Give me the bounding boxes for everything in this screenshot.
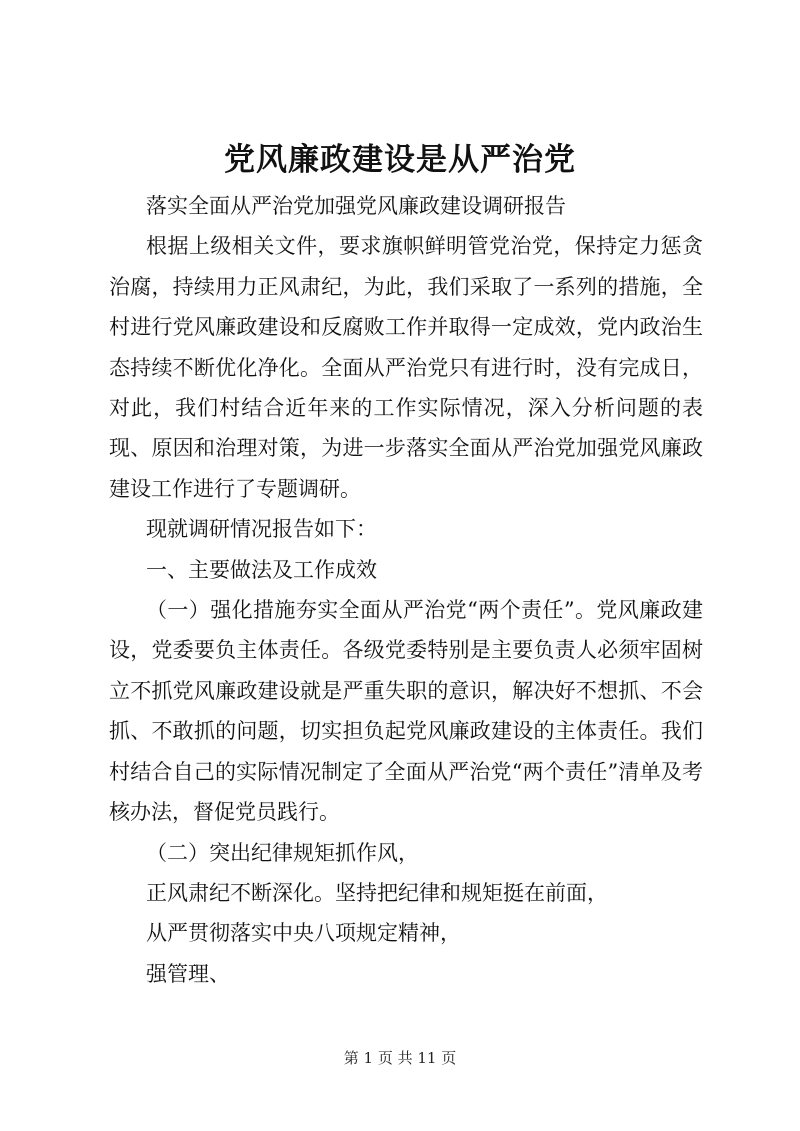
body-line-discipline-1: 正风肃纪不断深化。坚持把纪律和规矩挺在前面， — [146, 880, 608, 905]
page-number-footer: 第 1 页 共 11 页 — [343, 1049, 457, 1067]
body-paragraph-intro: 根据上级相关文件，要求旗帜鲜明管党治党，保持定力惩贪治腐，持续用力正风肃纪，为此，我们采取了一系列的措施，全村进行党风廉政建设和反腐败工作并取得一定成效，党内政治生态持续不断优化净化。全面从严治党只有进行时，没有完成日，对此，我们村结合近年来的工作实际情况，深入分析问题的表现、原因和治理对策，为进一步落实全面从严治党加强党风廉政建设工作进行了专题调研。 — [109, 234, 703, 501]
subsection-heading-discipline: （二）突出纪律规矩抓作风， — [146, 840, 419, 865]
body-paragraph-report-intro: 现就调研情况报告如下： — [146, 517, 377, 542]
body-paragraph-responsibility: （一）强化措施夯实全面从严治党“两个责任”。党风廉政建设，党委要负主体责任。各级党委特别是主要负责人必须牢固树立不抓党风廉政建设就是严重失职的意识，解决好不想抓、不会抓、不敢抓的问题，切实担负起党风廉政建设的主体责任。我们村结合自己的实际情况制定了全面从严治党“两个责任”清单及考核办法，督促党员践行。 — [109, 598, 703, 825]
document-body — [109, 186, 703, 994]
document-title: 党风廉政建设是从严治党 — [224, 142, 576, 178]
section-heading-main-practices: 一、主要做法及工作成效 — [146, 557, 377, 582]
body-line-discipline-2: 从严贯彻落实中央八项规定精神， — [146, 921, 461, 946]
report-subtitle: 落实全面从严治党加强党风廉政建设调研报告 — [146, 194, 566, 218]
body-line-discipline-3: 强管理、 — [146, 961, 230, 986]
